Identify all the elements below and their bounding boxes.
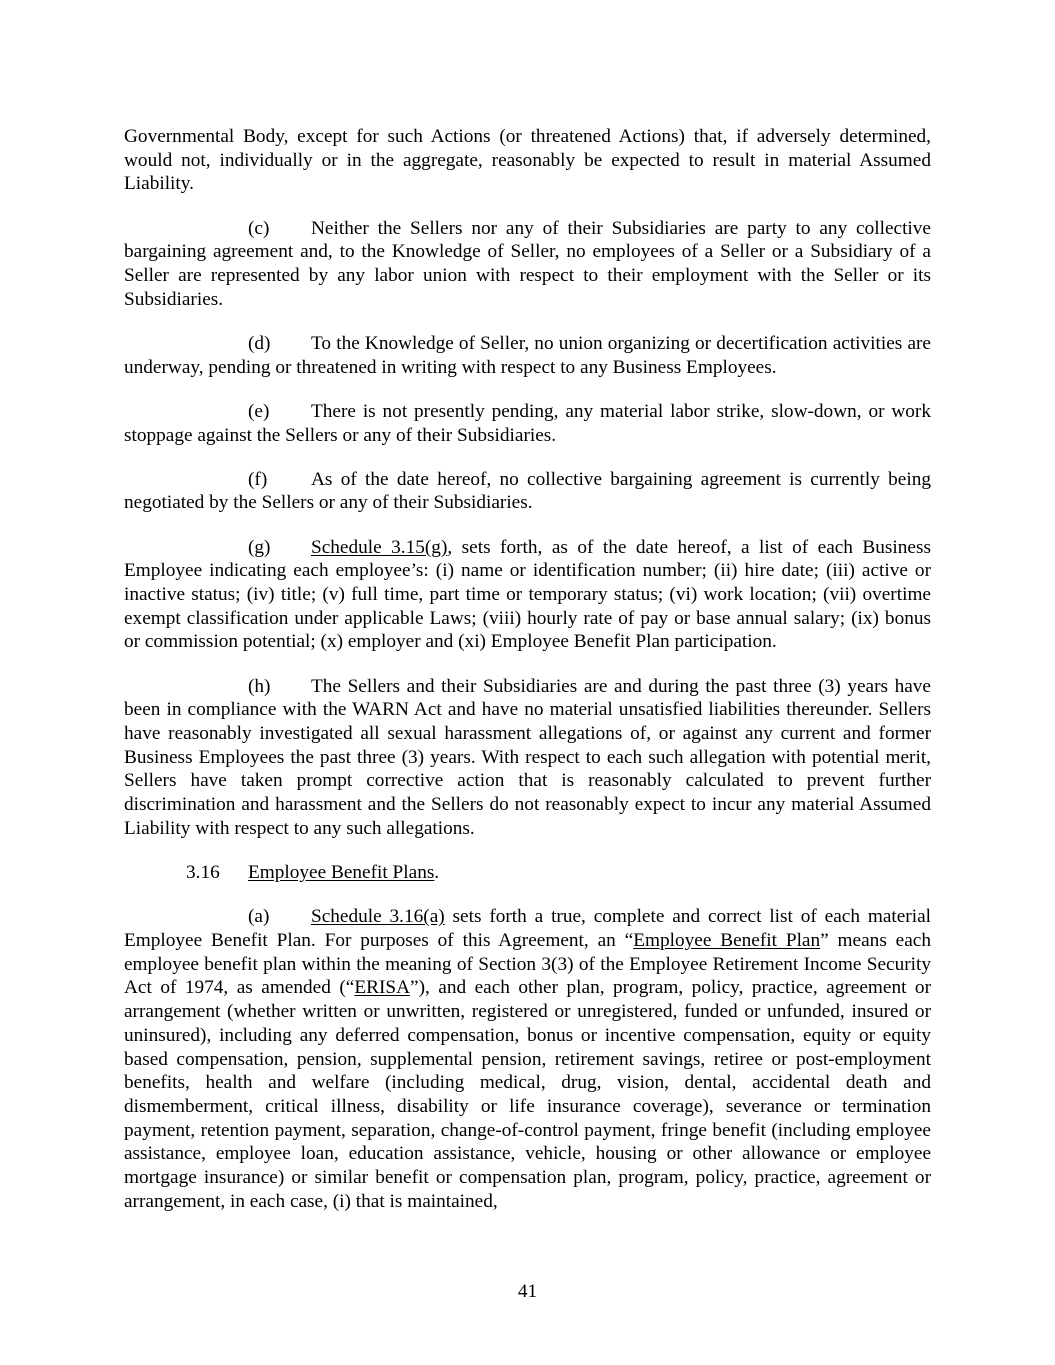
item-label-h: (h)	[248, 675, 271, 697]
item-label-c: (c)	[248, 217, 270, 239]
paragraph-h-text: The Sellers and their Subsidiaries are and during the past three (3) years have been in compliance with the WARN Act and have no material unsatisfied liabilities thereunder. Sellers have reasonably investigated all sexual harassment allegations of, or against any current and former Business Employees the past three (3) years. With respect to each such allegation with potential merit, Sellers have taken prompt corrective action that is reasonably calculated to prevent further discrimination and harassment and the Sellers do not reasonably expect to incur any material Assumed Liability with respect to any such allegations.	[124, 675, 931, 839]
schedule-reference-3-16-a: Schedule 3.16(a)	[311, 906, 445, 928]
paragraph-3-16-a-text-3: ”), and each other plan, program, policy, practice, agreement or arrangement (whether written or unwritten, registered or unregistered, funded or unfunded, insured or uninsured), including any deferred compensation, bonus or incentive compensation, equity or equity based compensation, pension, supplemental pension, retirement savings, retiree or post-employment benefits, health and welfare (including medical, drug, vision, dental, accidental death and dismemberment, critical illness, disability or life insurance coverage), severance or termination payment, retention payment, separation, change-of-control payment, fringe benefit (including employee assistance, employee loan, education assistance, vehicle, housing or other allowance or employee mortgage insurance) or similar benefit or compensation plan, program, policy, practice, agreement or arrangement, in each case, (i) that is maintained,	[124, 977, 931, 1212]
paragraph-e	[124, 400, 931, 447]
paragraph-h	[124, 675, 931, 841]
paragraph-c-text: Neither the Sellers nor any of their Subsidiaries are party to any collective bargaining agreement and, to the Knowledge of Seller, no employees of a Seller or a Subsidiary of a Seller are represented by any labor union with respect to their employment with the Seller or its Subsidiaries.	[124, 217, 931, 310]
paragraph-3-16-a-text-1: sets forth a true, complete and correct list of each material Employee Benefit Plan. For purposes of this Agreement, an “	[124, 906, 932, 951]
defined-term-employee-benefit-plan: Employee Benefit Plan	[633, 929, 821, 951]
item-label-d: (d)	[248, 332, 271, 354]
paragraph-c	[124, 217, 931, 312]
paragraph-g-text: , sets forth, as of the date hereof, a list of each Business Employee indicating each employee’s: (i) name or identification number; (ii) hire date; (iii) active or inactive status; (iv) title; (v) full time, part time or temporary status; (vi) work location; (vii) overtime exempt classification under applicable Laws; (viii) hourly rate of pay or base annual salary; (ix) bonus or commission potential; (x) employer and (xi) Employee Benefit Plan participation.	[124, 536, 931, 653]
continuation-paragraph: Governmental Body, except for such Actions (or threatened Actions) that, if adversely determined, would not, individually or in the aggregate, reasonably be expected to result in material Assumed Liability.	[124, 126, 931, 195]
paragraph-3-16-a	[124, 905, 931, 1213]
paragraph-g	[124, 536, 931, 655]
paragraph-d-text: To the Knowledge of Seller, no union organizing or decertification activities are underway, pending or threatened in writing with respect to any Business Employees.	[124, 332, 931, 378]
item-label-3-16-a: (a)	[248, 906, 270, 928]
document-page	[124, 125, 931, 1234]
section-title-period: .	[434, 862, 440, 884]
paragraph-3-16-a-text-2: ” means each employee benefit plan within the meaning of Section 3(3) of the Employee Retirement Income Security Act of 1974, as amended (“	[124, 929, 931, 999]
schedule-reference-3-15-g: Schedule 3.15(g)	[311, 536, 448, 558]
section-heading-3-16	[124, 861, 931, 885]
item-label-g: (g)	[248, 536, 271, 558]
item-label-f: (f)	[248, 468, 268, 490]
paragraph-e-text: There is not presently pending, any material labor strike, slow-down, or work stoppage against the Sellers or any of their Subsidiaries.	[124, 400, 931, 446]
paragraph-f-text: As of the date hereof, no collective bargaining agreement is currently being negotiated by the Sellers or any of their Subsidiaries.	[124, 468, 931, 514]
section-title: Employee Benefit Plans	[248, 862, 435, 884]
paragraph-f	[124, 468, 931, 515]
item-label-e: (e)	[248, 400, 270, 422]
page-number: 41	[517, 1281, 538, 1302]
section-number: 3.16	[186, 862, 220, 884]
defined-term-erisa: ERISA	[354, 977, 411, 999]
paragraph-d	[124, 332, 931, 379]
